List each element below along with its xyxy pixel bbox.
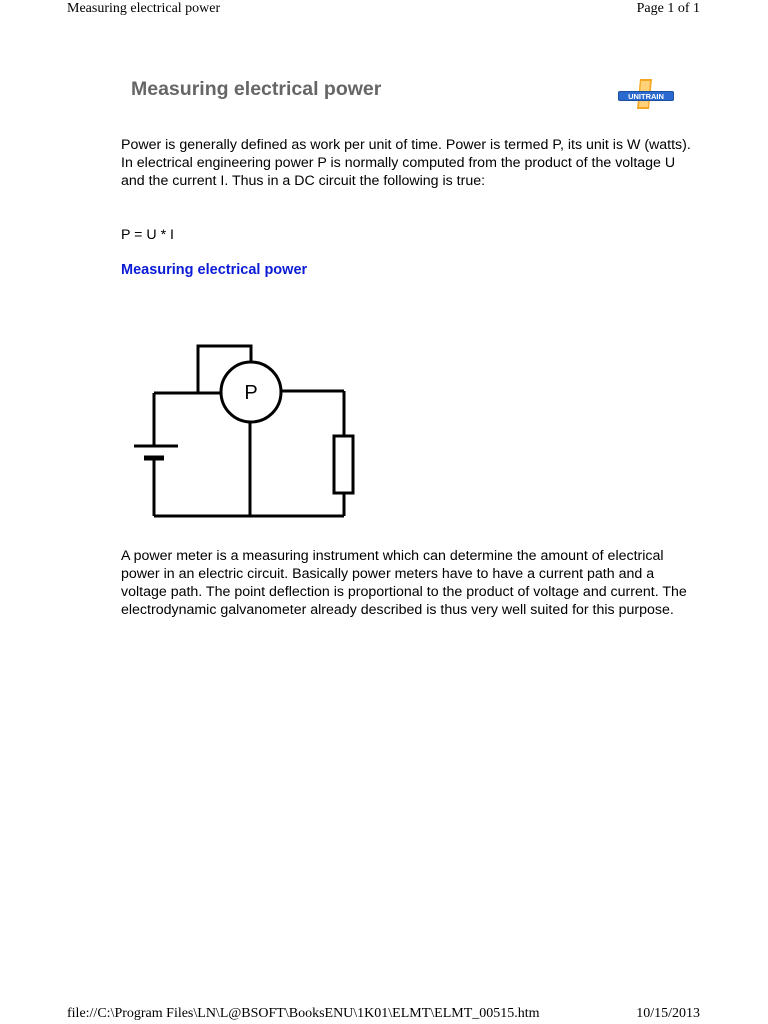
logo-text: UNITRAIN	[628, 92, 664, 101]
intro-line-2: In electrical engineering power P is normally computed from the product of the voltage U and the current I. Thus in a DC circuit the following is true:	[121, 155, 676, 189]
intro-line-1: Power is generally defined as work per unit of time. Power is termed P, its unit is W (watts).	[121, 137, 691, 153]
section-heading: Measuring electrical power	[121, 262, 308, 278]
meter-label: P	[244, 382, 258, 404]
print-footer-path: file://C:\Program Files\LN\L@BSOFT\BooksENU\1K01\ELMT\ELMT_00515.htm	[67, 1006, 540, 1021]
print-footer-date: 10/15/2013	[636, 1006, 700, 1021]
body-paragraph: A power meter is a measuring instrument which can determine the amount of electrical power in an electric circuit. Basically power meters have to have a current path and a voltage path. The point deflection is proportional to the product of voltage and current. The electrodynamic galvanometer already described is thus very well suited for this purpose.	[121, 548, 687, 618]
circuit-diagram	[130, 340, 360, 525]
resistor-symbol	[334, 436, 353, 493]
unitrain-logo-icon	[618, 79, 674, 109]
page-title: Measuring electrical power	[131, 78, 382, 100]
unitrain-logo	[618, 79, 674, 109]
print-header-page-number: Page 1 of 1	[636, 1, 700, 16]
intro-paragraph	[121, 136, 691, 190]
print-header-title: Measuring electrical power	[67, 1, 221, 16]
power-formula: P = U * I	[121, 227, 174, 243]
